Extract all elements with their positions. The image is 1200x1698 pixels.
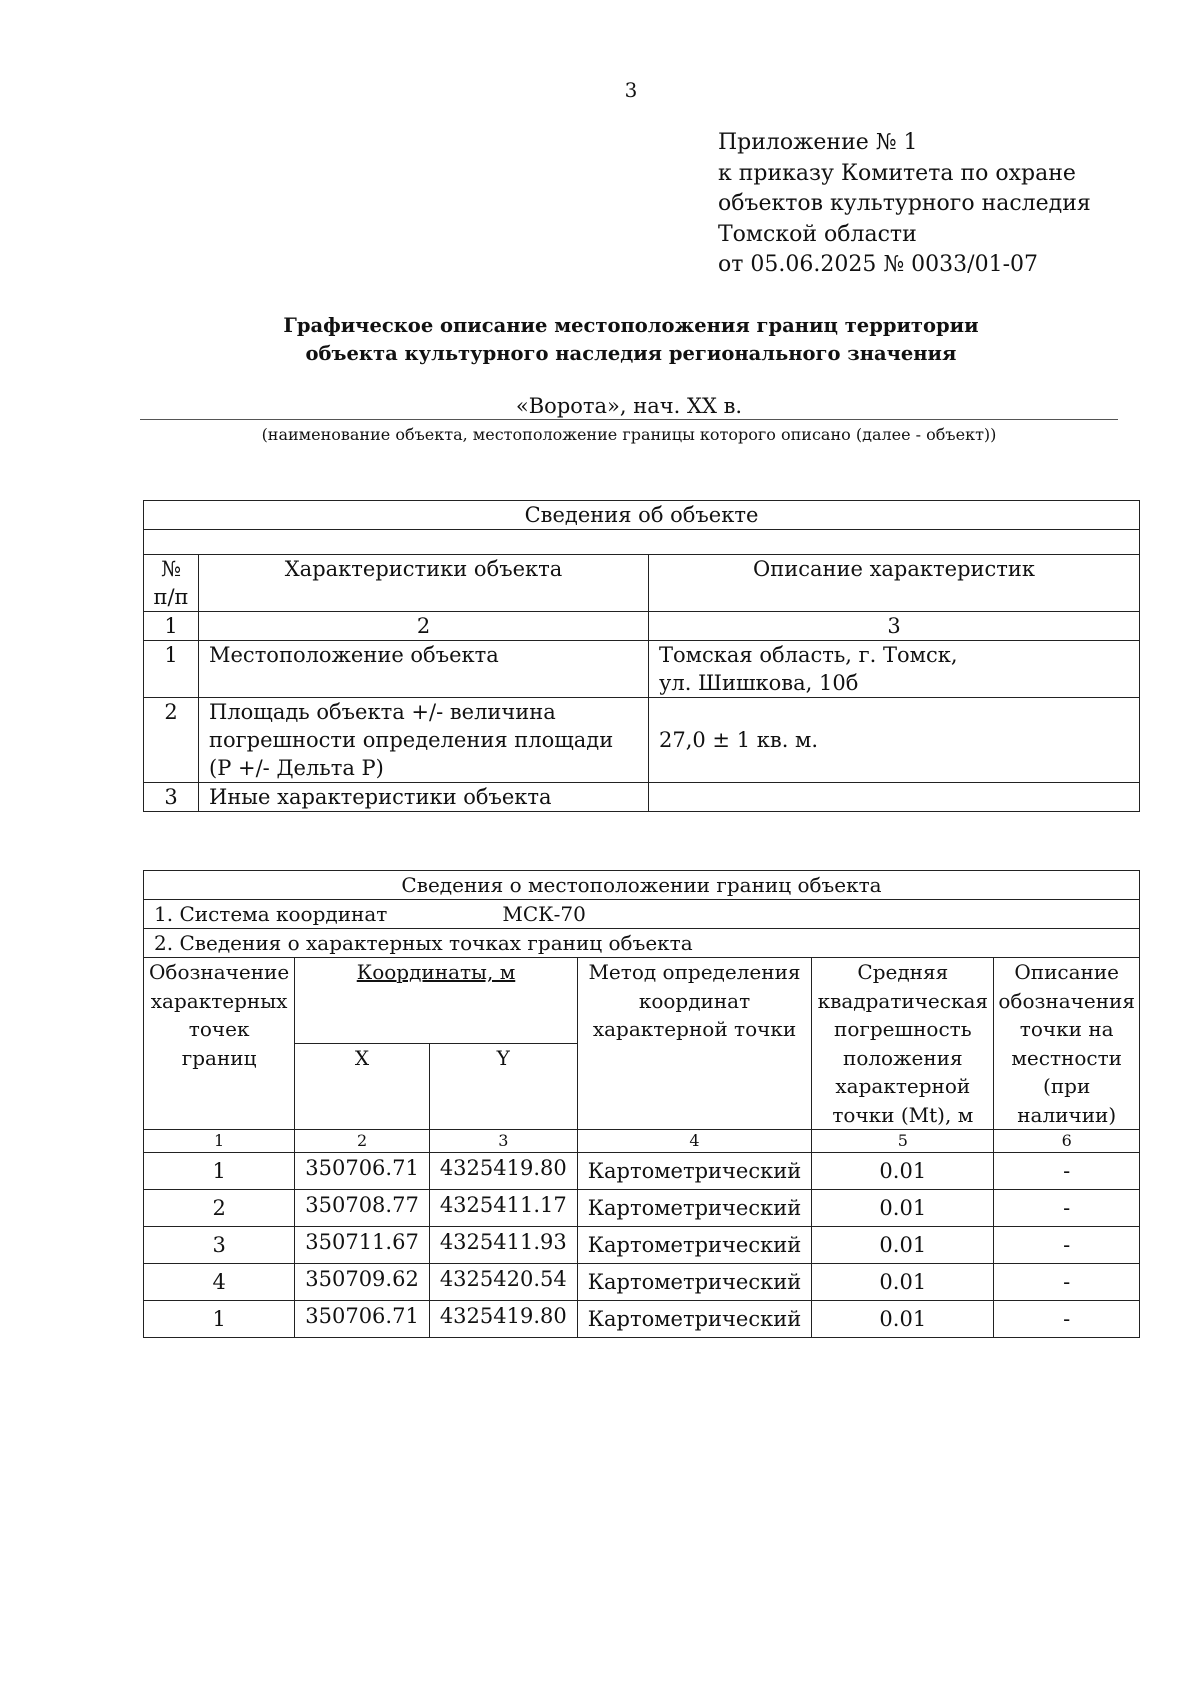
index-cell: 3 <box>649 612 1140 641</box>
point-y: 4325419.80 <box>429 1301 577 1338</box>
coordinate-system-row <box>144 900 1140 929</box>
table-row <box>144 1190 1140 1227</box>
point-method: Картометрический <box>577 1153 812 1190</box>
point-error: 0.01 <box>812 1190 994 1227</box>
table-row <box>144 641 1140 698</box>
point-y: 4325411.17 <box>429 1190 577 1227</box>
table-heading: Сведения о местоположении границ объекта <box>144 871 1140 900</box>
point-error: 0.01 <box>812 1153 994 1190</box>
point-x: 350706.71 <box>295 1153 430 1190</box>
row-no: 3 <box>144 783 199 812</box>
empty-cell <box>144 530 1140 555</box>
point-description: - <box>994 1227 1140 1264</box>
char-line: (Р +/- Дельта Р) <box>209 756 384 780</box>
header-line: погрешность <box>834 1017 972 1041</box>
point-id: 4 <box>144 1264 295 1301</box>
index-row <box>144 612 1140 641</box>
title-line: объекта культурного наследия регионального значения <box>305 342 957 365</box>
point-x: 350706.71 <box>295 1301 430 1338</box>
row-char <box>199 698 649 783</box>
point-error: 0.01 <box>812 1301 994 1338</box>
table-row <box>144 783 1140 812</box>
index-cell: 2 <box>199 612 649 641</box>
appendix-block <box>718 128 1091 281</box>
point-y: 4325420.54 <box>429 1264 577 1301</box>
col-error-header <box>812 958 994 1130</box>
point-description: - <box>994 1264 1140 1301</box>
appendix-line: от 05.06.2025 № 0033/01-07 <box>718 252 1038 277</box>
header-line: Средняя <box>857 960 949 984</box>
point-x: 350709.62 <box>295 1264 430 1301</box>
header-line: Метод определения <box>588 960 801 984</box>
object-caption: (наименование объекта, местоположение границы которого описано (далее - объект)) <box>261 425 997 444</box>
desc-line: ул. Шишкова, 10б <box>659 671 859 695</box>
header-row <box>144 555 1140 612</box>
col-y-header: Y <box>429 1044 577 1130</box>
col-char-header: Характеристики объекта <box>199 555 649 612</box>
header-line: обозначения <box>998 988 1135 1013</box>
row-desc: 27,0 ± 1 кв. м. <box>649 698 1140 783</box>
point-error: 0.01 <box>812 1264 994 1301</box>
table-heading-row <box>144 871 1140 900</box>
row-no: 2 <box>144 698 199 783</box>
appendix-line: к приказу Комитета по охране <box>718 160 1076 186</box>
col-coords-header <box>295 958 578 1044</box>
point-y: 4325419.80 <box>429 1153 577 1190</box>
char-line: Площадь объекта +/- величина <box>209 700 556 724</box>
col-no-line: п/п <box>153 585 189 609</box>
index-row <box>144 1130 1140 1153</box>
index-cell: 1 <box>144 612 199 641</box>
header-line: положения <box>842 1045 963 1070</box>
point-x: 350711.67 <box>295 1227 430 1264</box>
boundary-points-table <box>143 870 1140 1338</box>
col-desc-header: Описание характеристик <box>649 555 1140 612</box>
header-line: границ <box>181 1045 257 1070</box>
col-designation-header <box>144 958 295 1130</box>
appendix-line: Приложение № 1 <box>718 130 918 155</box>
point-error: 0.01 <box>812 1227 994 1264</box>
col-description-header <box>994 958 1140 1130</box>
row-no: 1 <box>144 641 199 698</box>
coordinate-system-value: МСК-70 <box>502 902 586 926</box>
char-line: погрешности определения площади <box>209 728 614 752</box>
index-cell: 1 <box>144 1130 295 1153</box>
point-id: 2 <box>144 1190 295 1227</box>
desc-line: Томская область, г. Томск, <box>659 643 958 667</box>
points-label: 2. Сведения о характерных точках границ объекта <box>144 929 1140 958</box>
index-cell: 2 <box>295 1130 430 1153</box>
header-line: Описание <box>1014 960 1120 984</box>
coordinate-system-label: 1. Система координат <box>154 902 388 926</box>
header-line: точки (Mt), м <box>832 1102 974 1127</box>
header-line: точки на <box>1019 1017 1114 1041</box>
appendix-line: объектов культурного наследия <box>718 191 1091 216</box>
row-char: Местоположение объекта <box>199 641 649 698</box>
header-line: координат <box>638 988 751 1013</box>
table-row <box>144 1227 1140 1264</box>
table-row <box>144 1301 1140 1338</box>
header-line: характерной <box>835 1074 971 1098</box>
title-line: Графическое описание местоположения границ территории <box>283 314 979 337</box>
row-char: Иные характеристики объекта <box>199 783 649 812</box>
object-name: «Ворота», нач. XX в. <box>140 394 1118 420</box>
col-no-line: № <box>161 557 181 581</box>
point-y: 4325411.93 <box>429 1227 577 1264</box>
point-method: Картометрический <box>577 1301 812 1338</box>
table-row <box>144 1153 1140 1190</box>
index-cell: 5 <box>812 1130 994 1153</box>
table-row <box>144 1264 1140 1301</box>
header-line: точек <box>188 1017 250 1041</box>
header-line: Обозначение <box>149 960 290 984</box>
header-row <box>144 958 1140 1044</box>
col-no-header <box>144 555 199 612</box>
point-x: 350708.77 <box>295 1190 430 1227</box>
point-method: Картометрический <box>577 1264 812 1301</box>
point-description: - <box>994 1301 1140 1338</box>
col-method-header <box>577 958 812 1130</box>
point-description: - <box>994 1153 1140 1190</box>
col-x-header: X <box>295 1044 430 1130</box>
header-line: характерной точки <box>592 1017 797 1041</box>
row-desc <box>649 783 1140 812</box>
point-description: - <box>994 1190 1140 1227</box>
appendix-line: Томской области <box>718 221 917 247</box>
point-method: Картометрический <box>577 1227 812 1264</box>
index-cell: 3 <box>429 1130 577 1153</box>
header-line: (при <box>1043 1074 1091 1098</box>
point-method: Картометрический <box>577 1190 812 1227</box>
header-line: характерных <box>150 988 288 1013</box>
coordinate-system-cell <box>144 900 1140 929</box>
table-heading: Сведения об объекте <box>144 501 1140 530</box>
index-cell: 4 <box>577 1130 812 1153</box>
header-line: квадратическая <box>817 988 989 1013</box>
document-title <box>0 312 1200 368</box>
empty-row <box>144 530 1140 555</box>
table-row <box>144 698 1140 783</box>
row-desc <box>649 641 1140 698</box>
object-info-table <box>143 500 1140 812</box>
point-id: 3 <box>144 1227 295 1264</box>
points-label-row <box>144 929 1140 958</box>
table-heading-row <box>144 501 1140 530</box>
header-line: местности <box>1011 1045 1122 1070</box>
index-cell: 6 <box>994 1130 1140 1153</box>
point-id: 1 <box>144 1301 295 1338</box>
point-id: 1 <box>144 1153 295 1190</box>
page-number: 3 <box>624 78 638 102</box>
coords-label: Координаты, м <box>356 960 516 984</box>
header-line: наличии) <box>1017 1102 1117 1127</box>
